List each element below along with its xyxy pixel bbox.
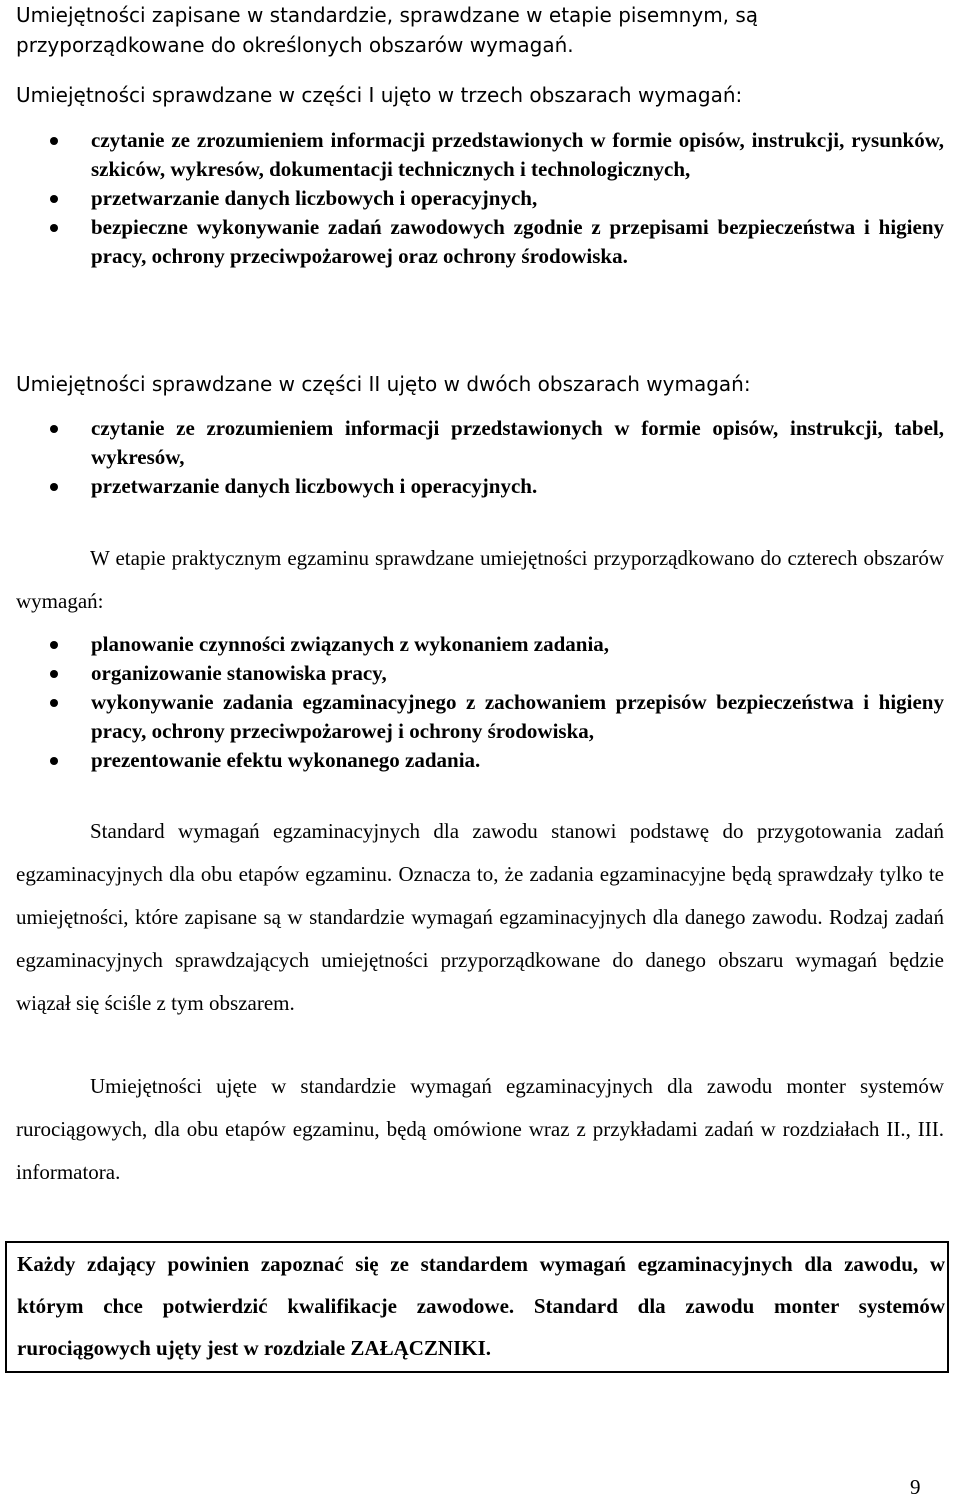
list-item: [0, 126, 944, 184]
monter-paragraph: Umiejętności ujęte w standardzie wymagań egzaminacyjnych dla zawodu monter systemów rurociągowych, dla obu etapów egzaminu, będą omówione wraz z przykładami zadań w rozdziałach II., III. informatora.: [16, 1074, 944, 1184]
bullet-icon: [50, 641, 58, 649]
bullet-icon: [50, 195, 58, 203]
list-item: [0, 688, 944, 746]
list-item: [0, 630, 944, 659]
list-item: [0, 414, 944, 472]
bullet-icon: [50, 483, 58, 491]
list-item-text: czytanie ze zrozumieniem informacji przedstawionych w formie opisów, instrukcji, rysunków, szkiców, wykresów, dokumentacji technicznych i technologicznych,: [91, 128, 944, 181]
bullet-icon: [50, 699, 58, 707]
list-item: [0, 472, 944, 501]
list-item: [0, 659, 944, 688]
list-item-text: przetwarzanie danych liczbowych i operacyjnych.: [91, 474, 538, 498]
list-item: [0, 213, 944, 271]
intro-text: Umiejętności zapisane w standardzie, sprawdzane w etapie pisemnym, są przyporządkowane do określonych obszarów wymagań.: [16, 3, 759, 57]
part1-heading: Umiejętności sprawdzane w części I ujęto w trzech obszarach wymagań:: [16, 83, 743, 107]
bullet-icon: [50, 137, 58, 145]
list-item-text: organizowanie stanowiska pracy,: [91, 661, 387, 685]
notice-text: Każdy zdający powinien zapoznać się ze standardem wymagań egzaminacyjnych dla zawodu, w którym chce potwierdzić kwalifikacje zawodowe. Standard dla zawodu monter systemów rurociągowych ujęty jest w rozdziale ZAŁĄCZNIKI.: [17, 1252, 945, 1360]
part2-heading: Umiejętności sprawdzane w części II ujęto w dwóch obszarach wymagań:: [16, 372, 751, 396]
practical-requirements-list: [0, 630, 944, 775]
list-item-text: bezpieczne wykonywanie zadań zawodowych zgodnie z przepisami bezpieczeństwa i higieny pracy, ochrony przeciwpożarowej oraz ochrony środowiska.: [91, 215, 944, 268]
list-item-text: przetwarzanie danych liczbowych i operacyjnych,: [91, 186, 538, 210]
bullet-icon: [50, 224, 58, 232]
part1-requirements-list: [0, 126, 944, 271]
bullet-icon: [50, 757, 58, 765]
standard-paragraph: Standard wymagań egzaminacyjnych dla zawodu stanowi podstawę do przygotowania zadań egzaminacyjnych dla obu etapów egzaminu. Oznacza to, że zadania egzaminacyjne będą sprawdzały tylko te umiejętności, które zapisane są w standardzie wymagań egzaminacyjnych dla danego zawodu. Rodzaj zadań egzaminacyjnych sprawdzających umiejętności przyporządkowane do danego obszaru wymagań będzie wiązał się ściśle z tym obszarem.: [16, 819, 944, 1015]
list-item-text: planowanie czynności związanych z wykonaniem zadania,: [91, 632, 610, 656]
part2-requirements-list: [0, 414, 944, 501]
bullet-icon: [50, 425, 58, 433]
list-item-text: prezentowanie efektu wykonanego zadania.: [91, 748, 481, 772]
list-item-text: wykonywanie zadania egzaminacyjnego z zachowaniem przepisów bezpieczeństwa i higieny pracy, ochrony przeciwpożarowej i ochrony środowiska,: [91, 690, 944, 743]
practical-intro: W etapie praktycznym egzaminu sprawdzane umiejętności przyporządkowano do czterech obszarów wymagań:: [16, 546, 944, 613]
notice-box: [5, 1241, 949, 1373]
list-item: [0, 184, 944, 213]
page-number: 9: [910, 1475, 921, 1499]
bullet-icon: [50, 670, 58, 678]
list-item: [0, 746, 944, 775]
list-item-text: czytanie ze zrozumieniem informacji przedstawionych w formie opisów, instrukcji, tabel, wykresów,: [91, 416, 944, 469]
